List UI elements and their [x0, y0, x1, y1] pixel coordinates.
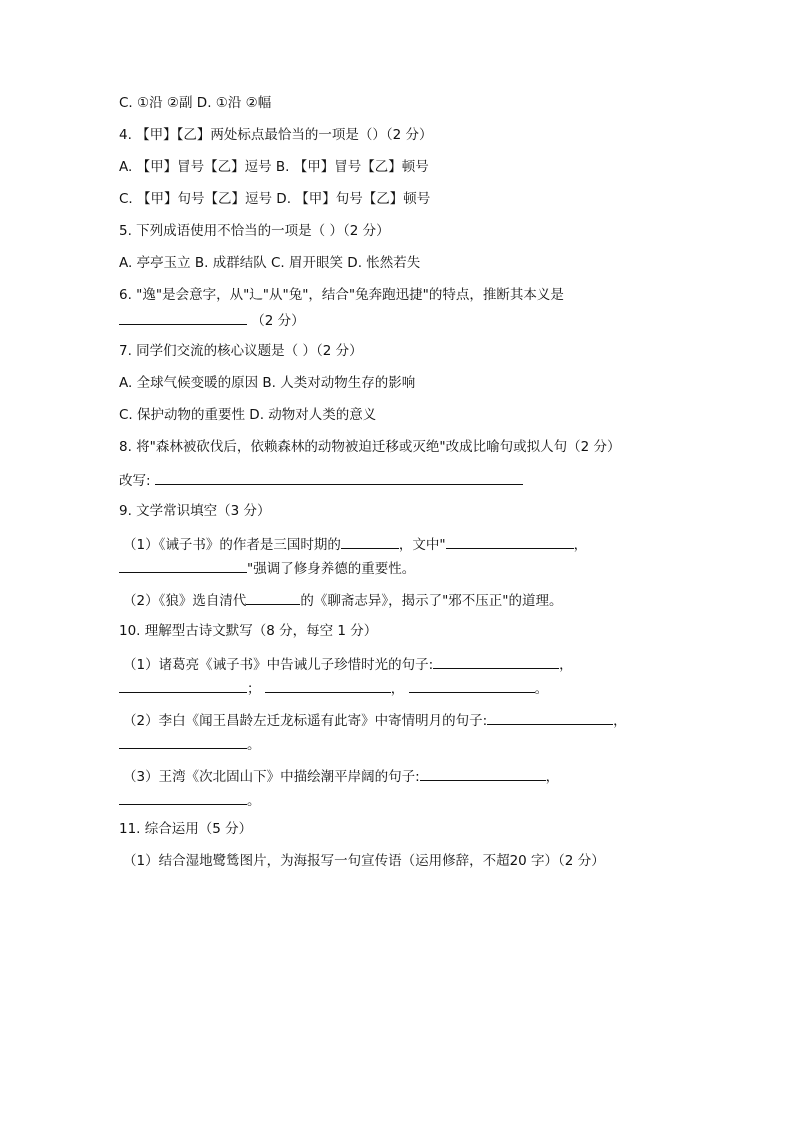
- q4-options-ab: A. 【甲】冒号【乙】逗号 B. 【甲】冒号【乙】顿号: [119, 159, 429, 175]
- q9-1-blank-quote-1[interactable]: [446, 534, 574, 549]
- q10-3-period: 。: [247, 793, 261, 809]
- q10-2-comma: ，: [613, 713, 627, 729]
- q9-2-text: （2）《狼》选自清代: [123, 593, 247, 609]
- q7-options-cd: C. 保护动物的重要性 D. 动物对人类的意义: [119, 407, 377, 423]
- q9-2-blank[interactable]: [246, 590, 300, 605]
- q9-1-line: [123, 534, 774, 554]
- q5-stem: 5. 下列成语使用不恰当的一项是（ ）（2 分）: [119, 223, 390, 239]
- q10-2-blank-2[interactable]: [119, 734, 247, 749]
- q10-3-line-2: [119, 790, 774, 810]
- q10-stem: 10. 理解型古诗文默写（8 分，每空 1 分）: [119, 623, 378, 639]
- q7-options-ab: A. 全球气候变暖的原因 B. 人类对动物生存的影响: [119, 375, 416, 391]
- q9-2-line: [123, 590, 774, 610]
- q4-options-cd: C. 【甲】句号【乙】逗号 D. 【甲】句号【乙】顿号: [119, 191, 431, 207]
- q10-2-text: （2）李白《闻王昌龄左迁龙标遥有此寄》中寄情明月的句子:: [123, 713, 488, 729]
- q9-1-text-3: "强调了修身养德的重要性。: [247, 561, 416, 577]
- q8-stem: 8. 将"森林被砍伐后，依赖森林的动物被迫迁移或灭绝"改成比喻句或拟人句（2 分）: [119, 439, 621, 455]
- q10-3-comma: ，: [545, 769, 560, 785]
- q10-3-text: （3）王湾《次北固山下》中描绘潮平岸阔的句子:: [123, 769, 420, 785]
- q9-stem: 9. 文学常识填空（3 分）: [119, 503, 271, 519]
- q7-stem: 7. 同学们交流的核心议题是（ ）（2 分）: [119, 343, 363, 359]
- q9-1-text: （1）《诫子书》的作者是三国时期的: [123, 537, 341, 553]
- q10-1-semicolon: ；: [247, 681, 261, 697]
- q6-answer-blank[interactable]: [119, 310, 247, 325]
- q3-options-cd: C. ①沿 ②副 D. ①沿 ②幅: [119, 95, 272, 111]
- q8-rewrite-blank[interactable]: [155, 470, 523, 485]
- q10-1-period: 。: [534, 681, 549, 697]
- q8-rewrite-line: [119, 470, 774, 490]
- q10-3-line: [123, 766, 774, 786]
- q9-2-text-2: 的《聊斋志异》，揭示了"邪不压正"的道理。: [300, 593, 563, 609]
- q9-1-text-2: ，文中": [398, 537, 446, 553]
- q9-1-comma: ，: [573, 537, 588, 553]
- q5-options: A. 亭亭玉立 B. 成群结队 C. 眉开眼笑 D. 怅然若失: [119, 255, 421, 271]
- q8-rewrite-label: 改写:: [119, 473, 151, 489]
- q10-1-blank-1[interactable]: [433, 654, 559, 669]
- q6-answer-line: [119, 310, 774, 330]
- q10-1-blank-3[interactable]: [265, 678, 391, 693]
- q6-score: （2 分）: [251, 313, 305, 329]
- q10-1-comma-2: ，: [390, 681, 405, 697]
- q11-stem: 11. 综合运用（5 分）: [119, 821, 253, 837]
- q10-2-line-2: [119, 734, 774, 754]
- q10-2-line: [123, 710, 774, 730]
- q10-1-line-2: [119, 678, 774, 698]
- q10-2-blank-1[interactable]: [487, 710, 613, 725]
- q10-3-blank-2[interactable]: [119, 790, 247, 805]
- q10-2-period: 。: [247, 737, 261, 753]
- q10-1-line: [123, 654, 774, 674]
- q10-1-blank-2[interactable]: [119, 678, 247, 693]
- q6-stem: 6. "逸"是会意字，从"辶"从"兔"，结合"兔奔跑迅捷"的特点，推断其本义是: [119, 287, 564, 303]
- q9-1-line-2: [119, 558, 774, 578]
- q10-1-comma: ，: [559, 657, 573, 673]
- q10-1-text: （1）诸葛亮《诫子书》中告诫儿子珍惜时光的句子:: [123, 657, 434, 673]
- q4-stem: 4. 【甲】【乙】两处标点最恰当的一项是（）（2 分）: [119, 127, 433, 143]
- q11-1-stem: （1）结合湿地鹭鸶图片，为海报写一句宣传语（运用修辞，不超20 字）（2 分）: [123, 853, 605, 869]
- q10-3-blank-1[interactable]: [420, 766, 546, 781]
- q9-1-blank-quote-2[interactable]: [119, 558, 247, 573]
- q10-1-blank-4[interactable]: [409, 678, 535, 693]
- q9-1-blank-author[interactable]: [341, 534, 399, 549]
